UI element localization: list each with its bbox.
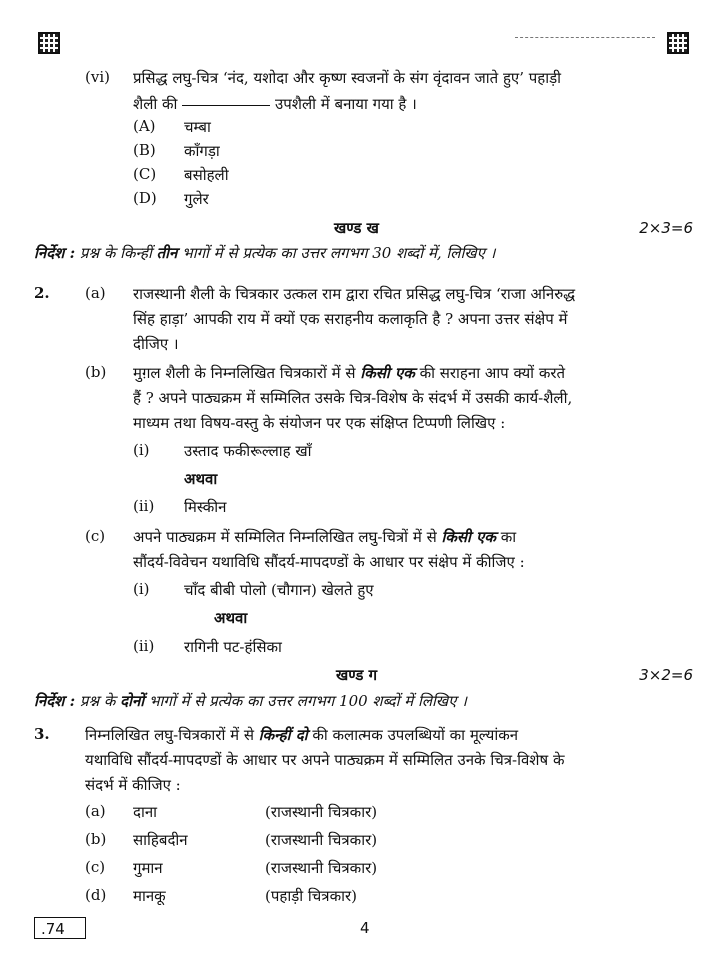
option-b-text: काँगड़ा [184, 142, 220, 160]
q3-line1-pre: निम्नलिखित लघु-चित्रकारों में से [85, 726, 259, 744]
q2b-line1-bold: किसी एक [360, 364, 415, 382]
q3-item-b-school: (राजस्थानी चित्रकार) [265, 831, 378, 849]
q2b-line2: हैं ? अपने पाठ्यक्रम में सम्मिलित उसके चित्र-विशेष के संदर्भ में उसकी कार्य-शैली, [133, 389, 573, 407]
q3-line1-post: की कलात्मक उपलब्धियों का मूल्यांकन [307, 726, 519, 744]
q2a-line1: राजस्थानी शैली के चित्रकार उत्कल राम द्वारा रचित प्रसिद्ध लघु-चित्र ‘राजा अनिरुद्ध [133, 285, 576, 303]
q2c-label: (c) [85, 527, 106, 545]
instruction-lead-c: निर्देश : [34, 692, 76, 710]
q2c-line2: सौंदर्य-विवेचन यथाविधि सौंदर्य-मापदण्डों के आधार पर संक्षेप में कीजिए : [133, 553, 525, 571]
q3-item-c-label: (c) [85, 858, 106, 876]
section-b-instruction [34, 243, 495, 263]
q2b-line1-pre: मुग़ल शैली के निम्नलिखित चित्रकारों में से [133, 364, 361, 382]
q2c-line1-pre: अपने पाठ्यक्रम में सम्मिलित निम्नलिखित लघु-चित्रों में से [133, 528, 442, 546]
question-vi-label: (vi) [85, 68, 110, 86]
question-vi-line1: प्रसिद्ध लघु-चित्र ‘नंद, यशोदा और कृष्ण स्वजनों के संग वृंदावन जाते हुए’ पहाड़ी [133, 69, 562, 87]
q3-item-b-label: (b) [85, 830, 107, 848]
q2c-ii-text: रागिनी पट-हंसिका [184, 638, 282, 656]
q3-item-c-name: गुमान [133, 859, 163, 877]
section-b-marks: 2×3=6 [639, 219, 693, 237]
question-vi-line2-end: उपशैली में बनाया गया है । [275, 95, 417, 113]
q2c-line1-bold: किसी एक [441, 528, 496, 546]
qr-code-left-icon [38, 32, 60, 54]
q3-line2: यथाविधि सौंदर्य-मापदण्डों के आधार पर अपने पाठ्यक्रम में सम्मिलित उनके चित्र-विशेष के [85, 751, 565, 769]
q2c-line1 [133, 527, 516, 547]
q2c-ii-label: (ii) [133, 637, 155, 655]
q3-item-d-label: (d) [85, 886, 107, 904]
question-vi-line2 [133, 94, 417, 114]
instruction-pre-c: प्रश्न के [75, 692, 121, 710]
q3-line1-bold: किन्हीं दो [258, 726, 308, 744]
q3-line1 [85, 725, 518, 745]
instruction-post: भागों में से प्रत्येक का उत्तर लगभग 30 शब्दों में, लिखिए । [177, 244, 496, 262]
q2b-or: अथवा [184, 470, 218, 488]
option-c-label: (C) [133, 165, 157, 183]
instruction-pre: प्रश्न के किन्हीं [75, 244, 157, 262]
q3-item-a-name: दाना [133, 803, 158, 821]
instruction-post-c: भागों में से प्रत्येक का उत्तर लगभग 100 शब्दों में लिखिए । [144, 692, 467, 710]
fill-in-blank [182, 104, 270, 106]
paper-code-box: .74 [34, 917, 86, 939]
q3-item-a-label: (a) [85, 802, 106, 820]
option-b-label: (B) [133, 141, 156, 159]
q3-item-c-school: (राजस्थानी चित्रकार) [265, 859, 378, 877]
question-3-number: 3. [34, 725, 50, 743]
q2a-line3: दीजिए । [133, 335, 179, 353]
q2c-i-text: चाँद बीबी पोलो (चौगान) खेलते हुए [184, 581, 374, 599]
question-2-number: 2. [34, 284, 50, 302]
option-a-text: चम्बा [184, 118, 211, 136]
q3-item-b-name: साहिबदीन [133, 831, 188, 849]
q2b-i-text: उस्ताद फकीरूल्लाह खाँ [184, 442, 312, 460]
option-d-label: (D) [133, 189, 157, 207]
instruction-lead: निर्देश : [34, 244, 76, 262]
question-vi-line2-start: शैली की [133, 95, 178, 113]
q3-item-d-name: मानकू [133, 887, 166, 905]
q2c-or: अथवा [214, 609, 248, 627]
q2b-ii-label: (ii) [133, 497, 155, 515]
q2b-line1-post: की सराहना आप क्यों करते [414, 364, 566, 382]
option-a-label: (A) [133, 117, 156, 135]
section-c-title: खण्ड ग [336, 666, 378, 684]
q2b-i-label: (i) [133, 441, 150, 459]
q2a-line2: सिंह हाड़ा’ आपकी राय में क्यों एक सराहनीय कलाकृति है ? अपना उत्तर संक्षेप में [133, 310, 568, 328]
q2c-line1-post: का [495, 528, 517, 546]
q2b-line3: माध्यम तथा विषय-वस्तु के संयोजन पर एक संक्षिप्त टिप्पणी लिखिए : [133, 414, 506, 432]
qr-code-right-icon [667, 32, 689, 54]
q2b-ii-text: मिस्कीन [184, 498, 227, 516]
q3-line3: संदर्भ में कीजिए : [85, 776, 181, 794]
section-c-marks: 3×2=6 [639, 666, 693, 684]
instruction-bold-c: दोनों [120, 692, 145, 710]
option-d-text: गुलेर [184, 190, 209, 208]
q2b-label: (b) [85, 363, 107, 381]
header-divider [515, 37, 655, 38]
section-c-instruction [34, 691, 467, 711]
q2a-label: (a) [85, 284, 106, 302]
q2c-i-label: (i) [133, 580, 150, 598]
page-number: 4 [360, 919, 370, 937]
section-b-title: खण्ड ख [334, 219, 379, 237]
q2b-line1 [133, 363, 565, 383]
q3-item-a-school: (राजस्थानी चित्रकार) [265, 803, 378, 821]
option-c-text: बसोहली [184, 166, 229, 184]
q3-item-d-school: (पहाड़ी चित्रकार) [265, 887, 357, 905]
instruction-bold: तीन [156, 244, 178, 262]
